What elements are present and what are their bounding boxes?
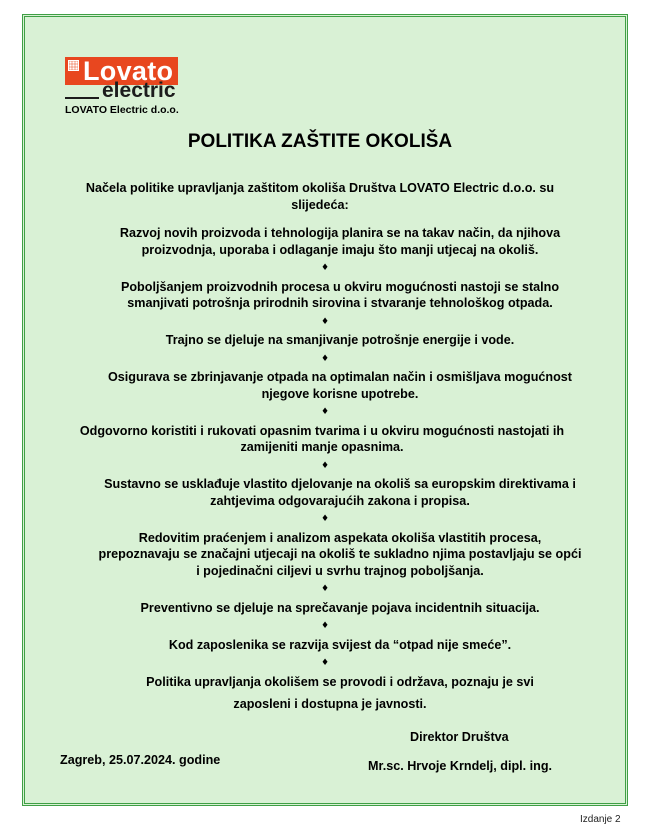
diamond-separator: ♦ xyxy=(320,514,330,524)
intro-text xyxy=(30,180,610,213)
principle-line: Trajno se djeluje na smanjivanje potrošnje energije i vode. xyxy=(165,333,515,347)
principle-line: Poboljšanjem proizvodnih procesa u okviru mogućnosti nastoji se stalno xyxy=(120,279,560,294)
principle-line: i pojedinačni ciljevi u svrhu trajnog poboljšanja. xyxy=(196,563,484,578)
logo-brand-text: Lovato xyxy=(83,57,174,85)
diamond-separator: ♦ xyxy=(320,658,330,668)
lovato-square-icon xyxy=(68,60,79,71)
diamond-separator: ♦ xyxy=(320,407,330,417)
principle-item xyxy=(40,225,640,258)
principle-line: njegove korisne upotrebe. xyxy=(261,386,419,401)
intro-line: slijedeća: xyxy=(291,197,349,212)
diamond-separator: ♦ xyxy=(320,263,330,273)
principle-item xyxy=(40,279,640,312)
principle-item xyxy=(40,637,640,654)
diamond-separator: ♦ xyxy=(320,353,330,364)
principle-item xyxy=(40,332,640,349)
principle-item xyxy=(40,369,640,402)
diamond-separator: ♦ xyxy=(320,621,330,631)
principle-item xyxy=(40,600,640,617)
diamond-separator: ♦ xyxy=(320,584,330,594)
principle-line: Politika upravljanja okolišem se provodi i održava, poznaju je svi xyxy=(146,674,534,689)
logo-electric-text: electric xyxy=(102,79,176,102)
principle-line: Sustavno se usklađuje vlastito djelovanje na okoliš sa europskim direktivama i xyxy=(104,477,576,491)
director-title: Direktor Društva xyxy=(410,730,509,744)
edition-label: Izdanje 2 xyxy=(580,814,621,825)
principle-line: Osigurava se zbrinjavanje otpada na optimalan način i osmišljava mogućnost xyxy=(107,370,572,384)
page-title: POLITIKA ZAŠTITE OKOLIŠA xyxy=(187,131,453,152)
principle-item xyxy=(40,530,640,580)
principle-line: zahtjevima odgovarajućih zakona i propisa. xyxy=(210,493,470,508)
logo-rule xyxy=(65,97,99,99)
place-date: Zagreb, 25.07.2024. godine xyxy=(60,753,221,767)
signatory-name: Mr.sc. Hrvoje Krndelj, dipl. ing. xyxy=(368,759,553,773)
principle-line: zamijeniti manje opasnima. xyxy=(240,440,404,454)
principle-line: Kod zaposlenika se razvija svijest da “otpad nije smeće”. xyxy=(168,637,512,652)
diamond-separator: ♦ xyxy=(320,316,330,327)
principle-item xyxy=(22,423,622,456)
principle-line: Odgovorno koristiti i rukovati opasnim tvarima i u okviru mogućnosti nastojati ih xyxy=(79,423,565,438)
principle-item xyxy=(40,476,640,509)
principle-line: Razvoj novih proizvoda i tehnologija planira se na takav način, da njihova xyxy=(119,226,561,240)
principle-line: proizvodnja, uporaba i odlaganje imaju što manji utjecaj na okoliš. xyxy=(141,242,539,257)
principles-list xyxy=(40,225,640,712)
principle-line: prepoznavaju se značajni utjecaji na okoliš te sukladno njima postavljaju se opći xyxy=(98,547,582,561)
principle-line: smanjivati potrošnja prirodnih sirovina i stvaranje tehnološkog otpada. xyxy=(127,296,553,310)
diamond-separator: ♦ xyxy=(320,460,330,471)
intro-line: Načela politike upravljanja zaštitom okoliša Društva LOVATO Electric d.o.o. su xyxy=(85,181,555,195)
principle-line: Preventivno se djeluje na sprečavanje pojava incidentnih situacija. xyxy=(140,600,540,615)
principle-item xyxy=(40,674,640,713)
principle-line: zaposleni i dostupna je javnosti. xyxy=(233,696,427,711)
company-name: LOVATO Electric d.o.o. xyxy=(65,104,179,116)
principle-line: Redovitim praćenjem i analizom aspekata okoliša vlastitih procesa, xyxy=(138,530,542,545)
